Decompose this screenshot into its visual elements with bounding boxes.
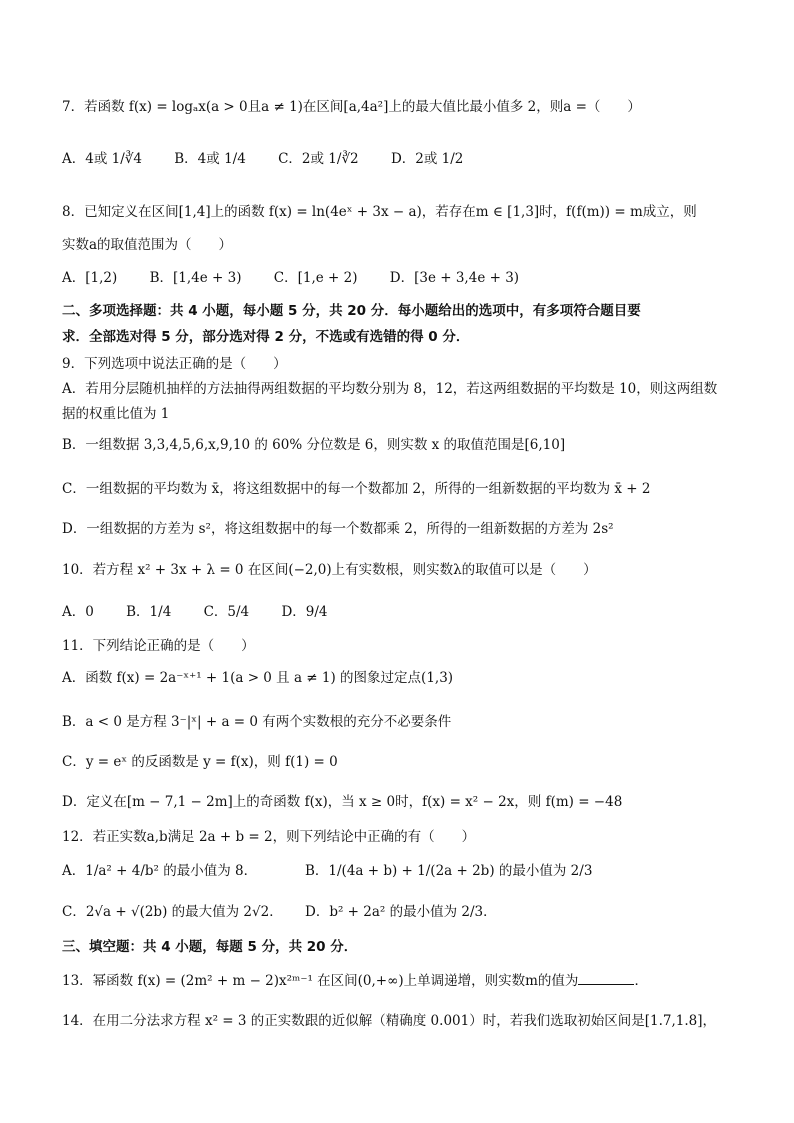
q9-option-d: D．一组数据的方差为 s²，将这组数据中的每一个数都乘 2，所得的一组新数据的方差为 2s² — [62, 521, 614, 537]
q12-options-row1 — [62, 862, 754, 880]
q13-answer-blank — [578, 972, 634, 985]
q10-stem: 10．若方程 x² + 3x + λ = 0 在区间(−2,0)上有实数根，则实数λ的取值可以是（ ） — [62, 562, 597, 578]
q10-option-c: C．5/4 — [203, 604, 250, 620]
q11-option-c: C．y = eˣ 的反函数是 y = f(x)，则 f(1) = 0 — [62, 754, 338, 770]
q8-option-c: C．[1,e + 2) — [273, 270, 358, 286]
q12-option-d: D．b² + 2a² 的最小值为 2/3． — [305, 904, 497, 920]
q8-option-d: D．[3e + 3,4e + 3) — [389, 270, 520, 286]
q11-option-a: A．函数 f(x) = 2a⁻ˣ⁺¹ + 1(a > 0 且 a ≠ 1) 的图象过定点(1,3) — [62, 670, 454, 686]
section-2-heading-line1: 二、多项选择题：共 4 小题，每小题 5 分，共 20 分．每小题给出的选项中，有多项符合题目要 — [62, 303, 641, 319]
q9-option-c: C．一组数据的平均数为 x̄，将这组数据中的每一个数都加 2，所得的一组新数据的平均数为 x̄ + 2 — [62, 481, 651, 497]
q10-option-d: D．9/4 — [281, 604, 328, 620]
q12-stem: 12．若正实数a,b满足 2a + b = 2，则下列结论中正确的有（ ） — [62, 829, 476, 845]
q8-stem-line2: 实数a的取值范围为（ ） — [62, 237, 233, 253]
q10-option-a: A．0 — [62, 604, 94, 620]
q9-option-a-line2: 据的权重比值为 1 — [62, 406, 170, 422]
q7-option-b: B．4或 1/4 — [174, 151, 246, 167]
q7-stem: 7．若函数 f(x) = logₐx(a > 0且a ≠ 1)在区间[a,4a²]上的最大值比最小值多 2，则a =（ ） — [62, 99, 641, 115]
section-3-heading: 三、填空题：共 4 小题，每题 5 分，共 20 分． — [62, 939, 358, 955]
q13-end: ． — [634, 973, 648, 989]
q13-stem: 13．幂函数 f(x) = (2m² + m − 2)x²ᵐ⁻¹ 在区间(0,+∞)上单调递增，则实数m的值为 — [62, 973, 579, 989]
q12-options-row2 — [62, 903, 754, 921]
q11-stem: 11．下列结论正确的是（ ） — [62, 638, 255, 654]
q11-option-d: D．定义在[m − 7,1 − 2m]上的奇函数 f(x)，当 x ≥ 0时，f(x) = x² − 2x，则 f(m) = −48 — [62, 794, 623, 810]
q7-options — [62, 150, 754, 168]
q8-option-b: B．[1,4e + 3) — [149, 270, 242, 286]
q9-option-b: B．一组数据 3,3,4,5,6,x,9,10 的 60% 分位数是 6，则实数 x 的取值范围是[6,10] — [62, 437, 566, 453]
q11-option-b: B．a < 0 是方程 3⁻|ˣ| + a = 0 有两个实数根的充分不必要条件 — [62, 714, 452, 730]
q7-option-c: C．2或 1/∛2 — [278, 151, 359, 167]
q7-option-a: A．4或 1/∛4 — [62, 151, 142, 167]
q13-line — [62, 972, 754, 990]
q10-options — [62, 603, 754, 621]
q8-stem-line1: 8．已知定义在区间[1,4]上的函数 f(x) = ln(4eˣ + 3x − a)，若存在m ∈ [1,3]时，f(f(m)) = m成立，则 — [62, 204, 697, 220]
q14-stem: 14．在用二分法求方程 x² = 3 的正实数跟的近似解（精确度 0.001）时，若我们选取初始区间是[1.7,1.8]， — [62, 1013, 716, 1029]
q12-option-b: B．1/(4a + b) + 1/(2a + 2b) 的最小值为 2/3 — [305, 863, 593, 879]
q8-option-a: A．[1,2) — [62, 270, 118, 286]
q8-options — [62, 269, 754, 287]
q12-option-a: A．1/a² + 4/b² 的最小值为 8． — [62, 863, 258, 879]
q10-option-b: B．1/4 — [126, 604, 172, 620]
q7-option-d: D．2或 1/2 — [390, 151, 464, 167]
section-2-heading-line2: 求．全部选对得 5 分，部分选对得 2 分，不选或有选错的得 0 分． — [62, 329, 470, 345]
q12-option-c: C．2√a + √(2b) 的最大值为 2√2． — [62, 904, 283, 920]
q9-option-a-line1: A．若用分层随机抽样的方法抽得两组数据的平均数分别为 8，12，若这两组数据的平均数是 10，则这两组数 — [62, 381, 718, 397]
q9-stem: 9．下列选项中说法正确的是（ ） — [62, 356, 287, 372]
